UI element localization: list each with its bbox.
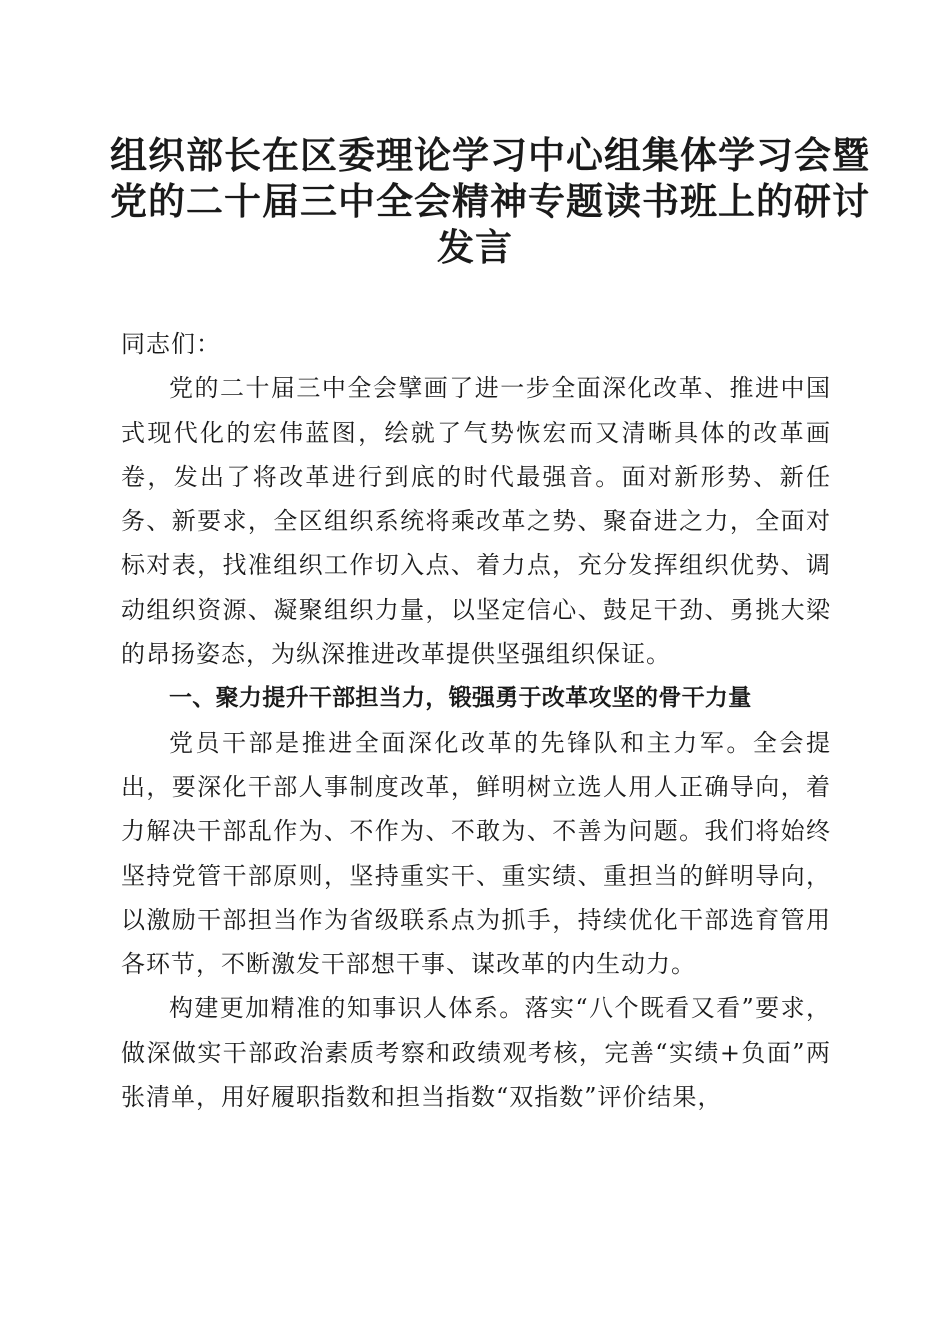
document-body [121,322,831,1119]
document-title [110,132,870,270]
title-line-2: 党的二十届三中全会精神专题读书班上的研讨 [110,179,870,223]
section-heading-1: 一、聚力提升干部担当力，锻强勇于改革攻坚的骨干力量 [169,685,752,712]
title-line-3: 发言 [437,225,513,269]
body-paragraph-1: 党员干部是推进全面深化改革的先锋队和主力军。全会提出，要深化干部人事制度改革，鲜明树立选人用人正确导向，着力解决干部乱作为、不作为、不敢为、不善为问题。我们将始终坚持党管干部原则，坚持重实干、重实绩、重担当的鲜明导向，以激励干部担当作为省级联系点为抓手，持续优化干部选育管用各环节，不断激发干部想干事、谋改革的内生动力。 [121,728,831,979]
intro-paragraph: 党的二十届三中全会擘画了进一步全面深化改革、推进中国式现代化的宏伟蓝图，绘就了气势恢宏而又清晰具体的改革画卷，发出了将改革进行到底的时代最强音。面对新形势、新任务、新要求，全区组织系统将乘改革之势、聚奋进之力，全面对标对表，找准组织工作切入点、着力点，充分发挥组织优势、调动组织资源、凝聚组织力量，以坚定信心、鼓足干劲、勇挑大梁的昂扬姿态，为纵深推进改革提供坚强组织保证。 [121,374,831,669]
salutation: 同志们： [121,330,221,358]
title-line-1: 组织部长在区委理论学习中心组集体学习会暨 [110,133,870,177]
body-paragraph-2: 构建更加精准的知事识人体系。落实“八个既看又看”要求，做深做实干部政治素质考察和政绩观考核，完善“实绩+负面”两张清单，用好履职指数和担当指数“双指数”评价结果， [121,994,831,1112]
